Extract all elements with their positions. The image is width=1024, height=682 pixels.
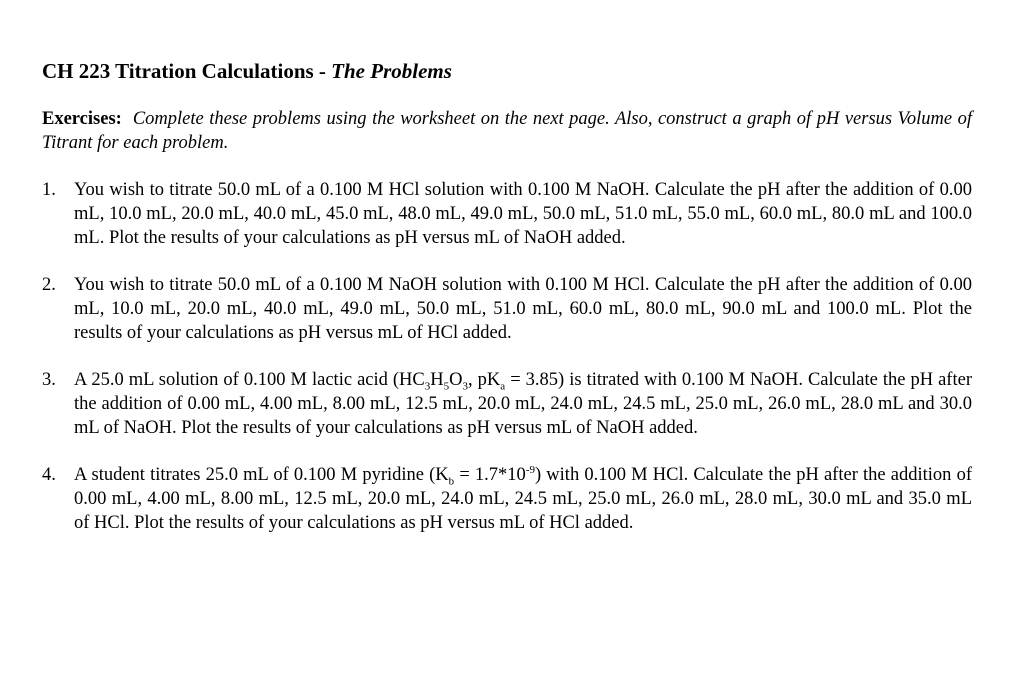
problem-number: 2.	[42, 275, 56, 295]
problem-text-part: A 25.0 mL solution of 0.100 M lactic acid (HC	[74, 370, 425, 390]
subscript: b	[448, 475, 455, 488]
problem-text-part: = 3.85) is titrated with 0.100 M NaOH. Calculate the pH after the addition of 0.00 mL, 4.00 mL, 8.00 mL, 12.5 mL, 20.0 mL, 24.0 mL, 24.5 mL, 25.0 mL, 26.0 mL, 28.0 mL and 30.0 mL of NaOH. Plot the results of your calculations as pH versus mL of NaOH added.	[74, 370, 972, 438]
problem-text	[74, 465, 972, 533]
document-page	[42, 58, 972, 558]
subscript: 3	[424, 380, 431, 393]
title-italic: The Problems	[331, 59, 452, 83]
problem-text-part: O	[449, 370, 463, 390]
problem-number: 1.	[42, 180, 56, 200]
problem-text-part: A student titrates 25.0 mL of 0.100 M pyridine (K	[74, 465, 449, 485]
problem-text-part: = 1.7*10	[454, 465, 526, 485]
problem-text-part: H	[430, 370, 444, 390]
subscript: a	[500, 380, 506, 393]
problem-text-part: ) with 0.100 M HCl. Calculate the pH after the addition of 0.00 mL, 4.00 mL, 8.00 mL, 12.5 mL, 20.0 mL, 24.0 mL, 24.5 mL, 25.0 mL, 26.0 mL, 28.0 mL, 30.0 mL and 35.0 mL of HCl. Plot the results of your calculations as pH versus mL of HCl added.	[74, 465, 972, 533]
title-main: CH 223 Titration Calculations -	[42, 59, 332, 83]
exercises-text: Complete these problems using the worksheet on the next page. Also, construct a graph of pH versus Volume of Titrant for each problem.	[42, 109, 972, 153]
problem-4	[42, 463, 972, 535]
problem-number: 4.	[42, 465, 56, 485]
problem-text	[74, 370, 972, 438]
problem-list	[42, 178, 972, 535]
problem-2	[42, 273, 972, 345]
problem-text-part: , pK	[468, 370, 501, 390]
subscript: 3	[462, 380, 469, 393]
superscript: -9	[525, 463, 535, 476]
problem-text: You wish to titrate 50.0 mL of a 0.100 M HCl solution with 0.100 M NaOH. Calculate the pH after the addition of 0.00 mL, 10.0 mL, 20.0 mL, 40.0 mL, 45.0 mL, 48.0 mL, 49.0 mL, 50.0 mL, 51.0 mL, 55.0 mL, 60.0 mL, 80.0 mL and 100.0 mL. Plot the results of your calculations as pH versus mL of NaOH added.	[74, 180, 972, 248]
problem-text: You wish to titrate 50.0 mL of a 0.100 M NaOH solution with 0.100 M HCl. Calculate the pH after the addition of 0.00 mL, 10.0 mL, 20.0 mL, 40.0 mL, 49.0 mL, 50.0 mL, 51.0 mL, 60.0 mL, 80.0 mL, 90.0 mL and 100.0 mL. Plot the results of your calculations as pH versus mL of HCl added.	[74, 275, 972, 343]
page-title	[42, 58, 972, 84]
exercises-intro	[42, 108, 972, 155]
problem-3	[42, 368, 972, 440]
problem-number: 3.	[42, 370, 56, 390]
problem-1	[42, 178, 972, 250]
subscript: 5	[443, 380, 450, 393]
exercises-label: Exercises:	[42, 109, 122, 129]
